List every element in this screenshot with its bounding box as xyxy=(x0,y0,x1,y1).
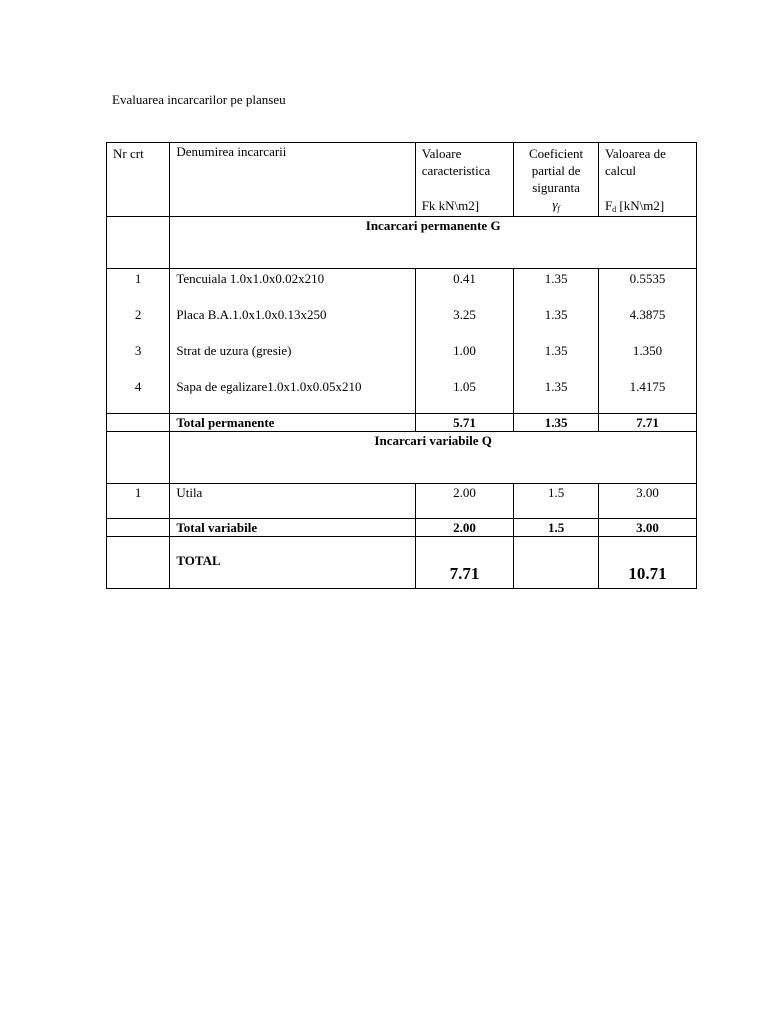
total-variable-row xyxy=(107,519,697,537)
permanent-items-row xyxy=(107,269,697,414)
item-nr: 3 xyxy=(134,343,142,358)
item-fk: 1.00 xyxy=(453,343,476,358)
item-coef: 1.35 xyxy=(544,379,568,394)
total-permanent-row xyxy=(107,414,697,432)
section-permanent-row xyxy=(107,217,697,269)
total-variable-label: Total variabile xyxy=(170,519,415,537)
total-permanent-coef: 1.35 xyxy=(514,414,599,432)
header-coef xyxy=(514,143,599,217)
grand-total-fd: 10.71 xyxy=(598,537,696,589)
item-name: Strat de uzura (gresie) xyxy=(176,343,292,358)
item-name: Sapa de egalizare1.0x1.0x0.05x210 xyxy=(176,379,362,394)
section-variable-row xyxy=(107,432,697,484)
total-variable-coef: 1.5 xyxy=(514,519,599,537)
header-design-unit: Fd [kN\m2] xyxy=(604,198,665,214)
total-variable-fd: 3.00 xyxy=(598,519,696,537)
header-coef-label: Coeficient partial de siguranta xyxy=(528,146,584,195)
total-permanent-fd: 7.71 xyxy=(598,414,696,432)
item-fk: 1.05 xyxy=(453,379,476,394)
item-nr: 4 xyxy=(134,379,142,394)
item-name: Utila xyxy=(170,484,415,519)
item-coef: 1.35 xyxy=(544,271,568,286)
item-fk: 0.41 xyxy=(453,271,476,286)
grand-total-label: TOTAL xyxy=(170,537,415,589)
section-permanent-title: Incarcari permanente G xyxy=(170,217,697,269)
item-nr: 1 xyxy=(134,271,142,286)
document-title: Evaluarea incarcarilor pe planseu xyxy=(112,92,286,107)
variable-item-row xyxy=(107,484,697,519)
item-name: Tencuiala 1.0x1.0x0.02x210 xyxy=(176,271,325,286)
item-coef: 1.35 xyxy=(544,343,568,358)
item-name: Placa B.A.1.0x1.0x0.13x250 xyxy=(176,307,327,322)
item-fk: 2.00 xyxy=(415,484,513,519)
total-permanent-fk: 5.71 xyxy=(415,414,513,432)
table-header-row xyxy=(107,143,697,217)
item-fd: 3.00 xyxy=(598,484,696,519)
header-char-value-unit: Fk kN\m2] xyxy=(421,198,480,213)
header-coef-symbol: γf xyxy=(552,197,560,213)
header-design-label: Valoarea de calcul xyxy=(604,146,666,178)
item-fd: 1.350 xyxy=(632,343,663,358)
header-name: Denumirea incarcarii xyxy=(170,143,415,217)
grand-total-row xyxy=(107,537,697,589)
loads-table xyxy=(106,142,697,589)
header-char-value-label: Valoare caracteristica xyxy=(421,146,491,178)
grand-total-fk: 7.71 xyxy=(415,537,513,589)
item-fd: 4.3875 xyxy=(629,307,666,322)
header-design-value xyxy=(598,143,696,217)
total-variable-fk: 2.00 xyxy=(415,519,513,537)
item-nr: 2 xyxy=(134,307,142,322)
item-fd: 0.5535 xyxy=(629,271,666,286)
item-fd: 1.4175 xyxy=(629,379,666,394)
item-coef: 1.5 xyxy=(514,484,599,519)
section-variable-title: Incarcari variabile Q xyxy=(170,432,697,484)
header-char-value xyxy=(415,143,513,217)
header-nr: Nr crt xyxy=(107,143,170,217)
total-permanent-label: Total permanente xyxy=(170,414,415,432)
item-coef: 1.35 xyxy=(544,307,568,322)
item-fk: 3.25 xyxy=(453,307,476,322)
item-nr: 1 xyxy=(107,484,170,519)
